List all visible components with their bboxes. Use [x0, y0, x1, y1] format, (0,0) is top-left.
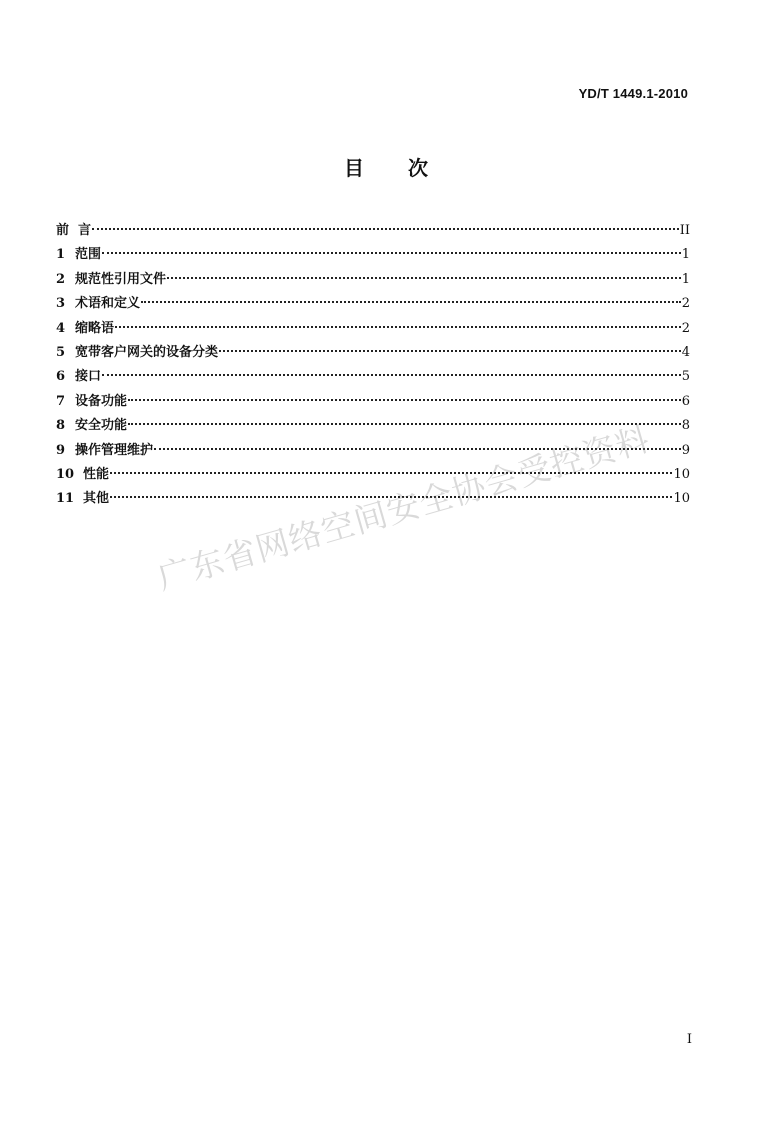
- toc-entry-page: 6: [681, 393, 690, 409]
- toc-entry-security-functions[interactable]: [56, 417, 690, 441]
- toc-entry-number: 3: [56, 296, 66, 312]
- toc-entry-number: 5: [56, 344, 66, 360]
- toc-leader: [92, 228, 679, 230]
- toc-entry-others[interactable]: [56, 490, 690, 514]
- toc-entry-number: 1: [56, 247, 66, 263]
- toc-entry-abbreviations[interactable]: [56, 320, 690, 344]
- toc-heading: [0, 152, 772, 181]
- toc-leader: [141, 301, 681, 303]
- toc-entry-terms-definitions[interactable]: [56, 295, 690, 319]
- toc-entry-title: 接口: [75, 369, 102, 385]
- toc-entry-page: 1: [681, 271, 690, 287]
- toc-entry-number: 2: [56, 271, 66, 287]
- toc-entry-foreword[interactable]: [56, 222, 690, 246]
- toc-entry-page: 8: [681, 418, 690, 434]
- toc-entry-normative-references[interactable]: [56, 271, 690, 295]
- toc-entry-title: 其他: [83, 491, 110, 507]
- toc-entry-page: 2: [681, 320, 690, 336]
- page-number: I: [686, 1032, 692, 1047]
- toc-entry-title: 规范性引用文件: [75, 271, 167, 287]
- toc-entry-scope[interactable]: [56, 246, 690, 270]
- toc-entry-title: 设备功能: [75, 393, 128, 409]
- toc-leader: [102, 252, 681, 254]
- toc-entry-performance[interactable]: [56, 466, 690, 490]
- toc-entry-number: 11: [56, 491, 75, 507]
- toc-leader: [115, 326, 681, 328]
- toc-leader: [219, 350, 681, 352]
- toc-leader: [167, 277, 681, 279]
- document-code: YD/T 1449.1-2010: [578, 86, 688, 101]
- toc-entry-page: 4: [681, 344, 690, 360]
- toc-entry-title: 宽带客户网关的设备分类: [75, 344, 219, 360]
- toc-entry-title: 性能: [83, 466, 110, 482]
- toc-entry-title: 术语和定义: [75, 296, 141, 312]
- toc-entry-title: 操作管理维护: [75, 442, 154, 458]
- table-of-contents: [56, 222, 690, 515]
- toc-heading-left: 目: [344, 156, 364, 180]
- toc-entry-title: 缩略语: [75, 320, 115, 336]
- toc-entry-device-functions[interactable]: [56, 393, 690, 417]
- toc-entry-oam[interactable]: [56, 442, 690, 466]
- toc-entry-number: 7: [56, 393, 66, 409]
- toc-entry-interfaces[interactable]: [56, 368, 690, 392]
- toc-entry-title: 安全功能: [75, 418, 128, 434]
- toc-entry-number: 10: [56, 466, 75, 482]
- toc-entry-number: 4: [56, 320, 66, 336]
- toc-leader: [128, 399, 681, 401]
- toc-entry-title: 前 言: [56, 223, 92, 238]
- toc-entry-number: 9: [56, 442, 66, 458]
- toc-entry-page: 10: [673, 491, 690, 507]
- toc-entry-number: 6: [56, 369, 66, 385]
- toc-entry-page: 1: [681, 247, 690, 263]
- toc-entry-number: 8: [56, 418, 66, 434]
- toc-entry-title: 范围: [75, 247, 102, 263]
- toc-entry-page: 10: [673, 466, 690, 482]
- toc-leader: [128, 423, 681, 425]
- toc-leader: [154, 448, 681, 450]
- toc-entry-page: II: [679, 223, 690, 238]
- toc-heading-right: 次: [408, 156, 428, 180]
- toc-leader: [110, 472, 672, 474]
- toc-entry-page: 5: [681, 369, 690, 385]
- toc-leader: [110, 496, 672, 498]
- toc-entry-page: 9: [681, 442, 690, 458]
- toc-entry-page: 2: [681, 296, 690, 312]
- toc-leader: [102, 374, 681, 376]
- toc-entry-device-classification[interactable]: [56, 344, 690, 368]
- watermark: 广东省网络空间安全协会受控资料: [153, 419, 655, 598]
